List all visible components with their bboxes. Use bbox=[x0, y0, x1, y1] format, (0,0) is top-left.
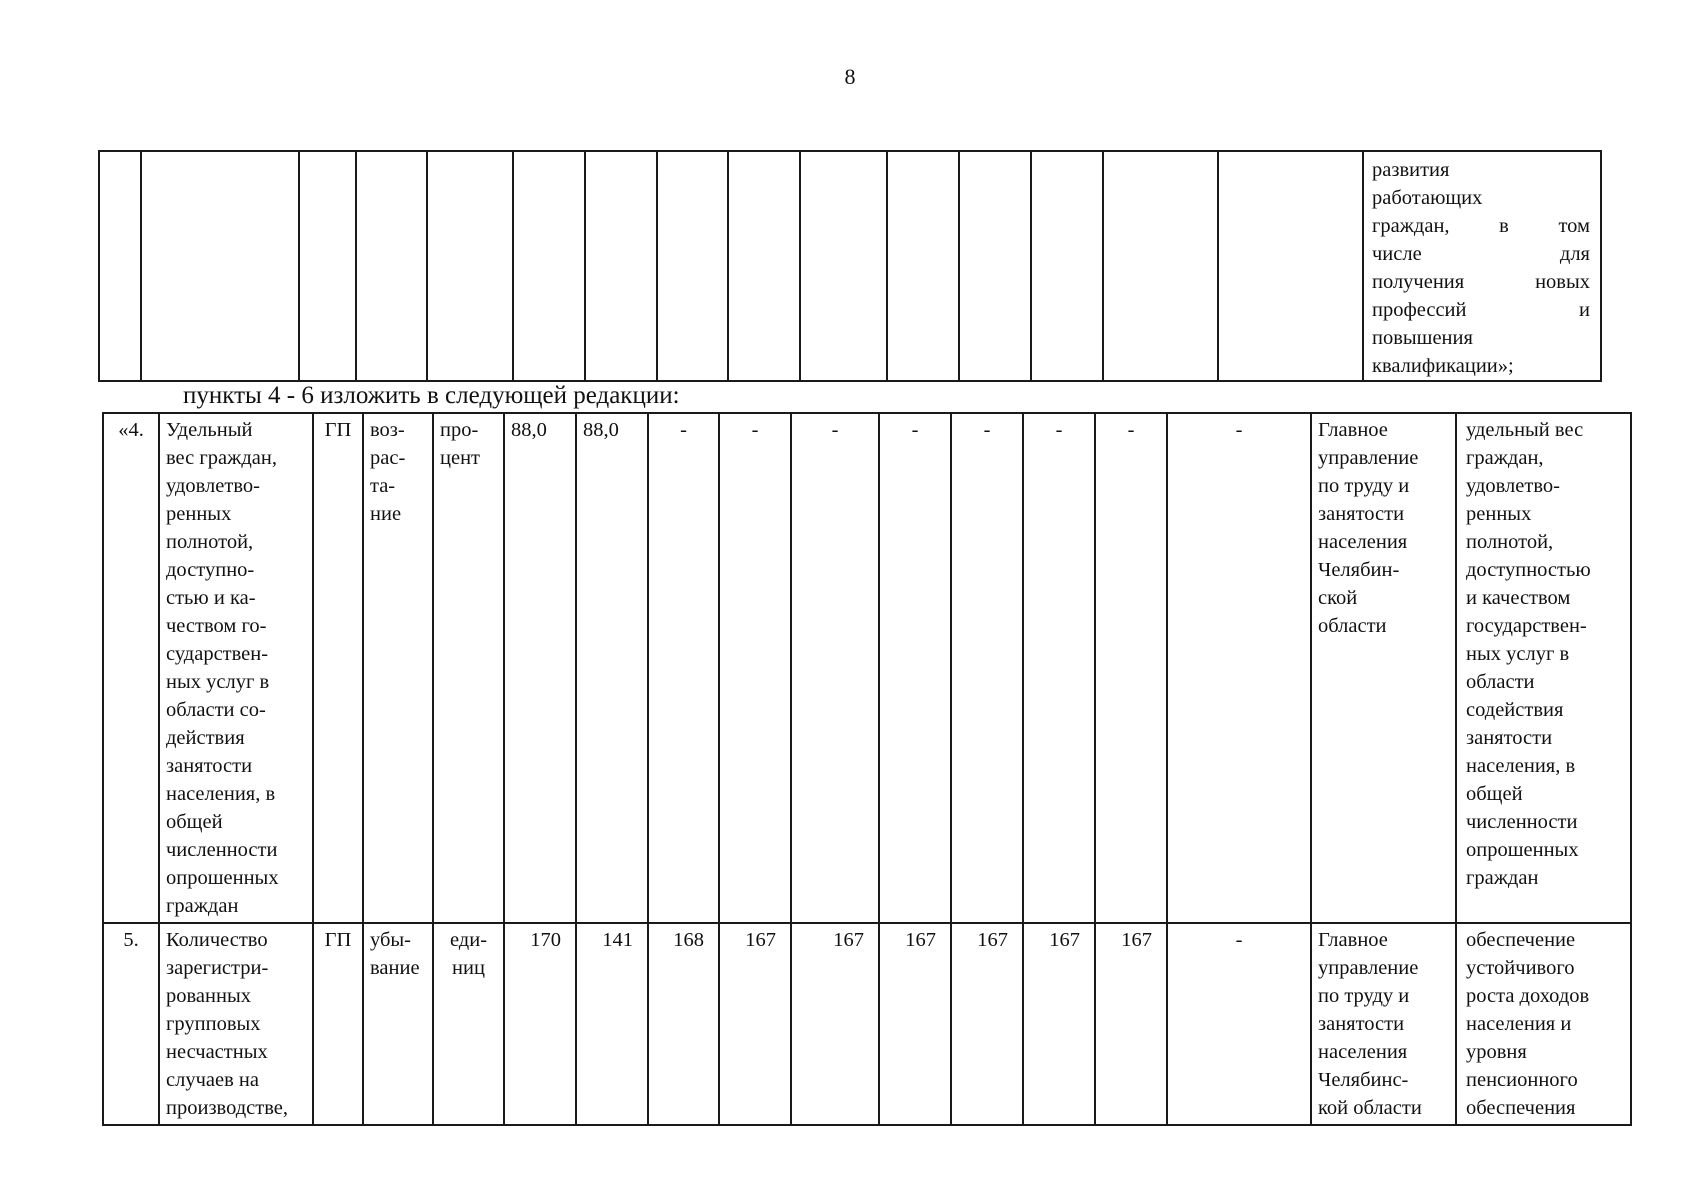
value-cell: 167 bbox=[791, 923, 879, 1125]
table-row bbox=[103, 413, 1631, 923]
responsible-body: Главное управление по труду и занятости населения Челябин- ской области bbox=[1311, 413, 1456, 923]
value-cell: 88,0 bbox=[576, 413, 648, 923]
program-goal: обеспечение устойчивого роста доходов населения и уровня пенсионного обеспечения bbox=[1456, 923, 1631, 1125]
indicator-unit: про- цент bbox=[433, 413, 504, 923]
empty-cell bbox=[585, 151, 657, 381]
empty-cell bbox=[959, 151, 1031, 381]
empty-cell bbox=[1103, 151, 1218, 381]
empty-cell bbox=[99, 151, 141, 381]
empty-cell bbox=[800, 151, 887, 381]
goal-line: работающих bbox=[1372, 187, 1483, 209]
empty-cell bbox=[887, 151, 959, 381]
value-cell: - bbox=[951, 413, 1023, 923]
value-cell: 167 bbox=[1023, 923, 1095, 1125]
value-cell: 167 bbox=[1095, 923, 1167, 1125]
empty-cell bbox=[1031, 151, 1103, 381]
indicator-type: ГП bbox=[313, 413, 363, 923]
page-number: 8 bbox=[844, 64, 856, 89]
goal-line: числе для bbox=[1372, 243, 1590, 265]
value-cell: 88,0 bbox=[504, 413, 576, 923]
value-cell: 170 bbox=[504, 923, 576, 1125]
value-cell: - bbox=[1023, 413, 1095, 923]
goal-line: профессий и bbox=[1372, 299, 1590, 321]
value-cell: 167 bbox=[951, 923, 1023, 1125]
indicator-name: Удельный вес граждан, удовлетво- ренных полнотой, доступно- стью и ка- чеством го- сударствен- ных услуг в области со- действия занятости населения, в общей численности опрошенных граждан bbox=[159, 413, 313, 923]
indicator-direction: убы- вание bbox=[363, 923, 433, 1125]
empty-cell bbox=[657, 151, 728, 381]
table-row bbox=[103, 923, 1631, 1125]
empty-cell bbox=[427, 151, 513, 381]
goal-line: граждан, в том bbox=[1372, 215, 1590, 237]
continuation-row bbox=[99, 151, 1601, 381]
value-cell: - bbox=[1167, 923, 1311, 1125]
goal-line: повышения bbox=[1372, 327, 1473, 349]
goal-line: развития bbox=[1372, 159, 1450, 181]
value-cell: - bbox=[1095, 413, 1167, 923]
responsible-body: Главное управление по труду и занятости населения Челябинс- кой области bbox=[1311, 923, 1456, 1125]
continuation-table bbox=[98, 150, 1602, 382]
amendment-intro-text: пункты 4 - 6 изложить в следующей редакции: bbox=[183, 382, 680, 409]
value-cell: 141 bbox=[576, 923, 648, 1125]
indicator-name: Количество зарегистри- рованных групповых несчастных случаев на производстве, bbox=[159, 923, 313, 1125]
value-cell: - bbox=[719, 413, 791, 923]
empty-cell bbox=[513, 151, 585, 381]
value-cell: 168 bbox=[648, 923, 719, 1125]
empty-cell bbox=[1218, 151, 1363, 381]
value-cell: 167 bbox=[879, 923, 951, 1125]
goal-line: получения новых bbox=[1372, 271, 1590, 293]
empty-cell bbox=[141, 151, 299, 381]
value-cell: 167 bbox=[719, 923, 791, 1125]
row-number: 5. bbox=[103, 923, 159, 1125]
indicator-unit: еди- ниц bbox=[433, 923, 504, 1125]
empty-cell bbox=[356, 151, 427, 381]
row-number: «4. bbox=[103, 413, 159, 923]
empty-cell bbox=[299, 151, 356, 381]
goal-line: квалификации»; bbox=[1372, 355, 1514, 377]
indicator-type: ГП bbox=[313, 923, 363, 1125]
indicators-table bbox=[102, 412, 1632, 1126]
value-cell: - bbox=[879, 413, 951, 923]
value-cell: - bbox=[648, 413, 719, 923]
value-cell: - bbox=[1167, 413, 1311, 923]
program-goal: удельный вес граждан, удовлетво- ренных полнотой, доступностью и качеством государствен- ных услуг в области содействия занятости населения, в общей численности опрошенных граждан bbox=[1456, 413, 1631, 923]
indicator-direction: воз- рас- та- ние bbox=[363, 413, 433, 923]
value-cell: - bbox=[791, 413, 879, 923]
empty-cell bbox=[728, 151, 800, 381]
goal-continuation-cell bbox=[1363, 151, 1601, 381]
